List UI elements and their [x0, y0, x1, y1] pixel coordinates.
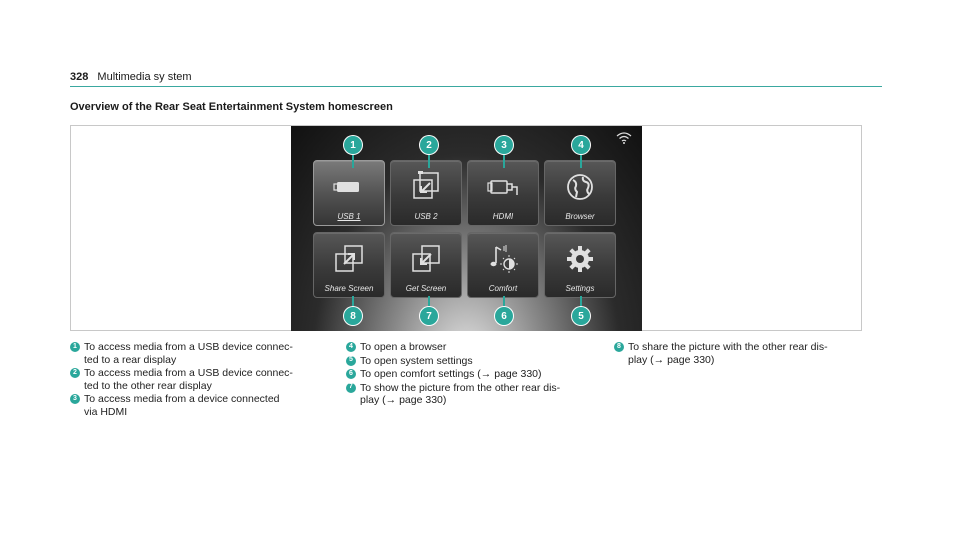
- legend-column-1: [70, 341, 293, 419]
- hdmi-plug-icon: [487, 171, 519, 203]
- legend-text: To access media from a device connected: [84, 393, 280, 405]
- tile-settings[interactable]: [544, 232, 616, 298]
- legend-text: To access media from a USB device connec-: [84, 367, 293, 379]
- page-number: 328: [70, 71, 89, 83]
- legend-number: 1: [70, 342, 80, 352]
- tile-label: USB 1: [337, 212, 361, 221]
- header-rule: [70, 86, 882, 87]
- tile-usb-1[interactable]: [313, 160, 385, 226]
- legend-item: [346, 382, 560, 407]
- section-name: Multimedia sy stem: [97, 71, 192, 83]
- legend-text: play (→ page 330): [628, 353, 715, 366]
- legend-number: 2: [70, 368, 80, 378]
- tile-label: Share Screen: [324, 284, 374, 293]
- tile-label: Comfort: [488, 284, 518, 293]
- share-screen-icon: [333, 243, 365, 275]
- legend-text: To open system settings: [360, 354, 473, 367]
- legend-text: ted to a rear display: [84, 353, 177, 366]
- legend-item: [346, 355, 560, 368]
- callout-8: 8: [344, 307, 362, 325]
- legend-item: [346, 368, 560, 381]
- legend-number: 5: [346, 356, 356, 366]
- legend-column-3: [614, 341, 828, 367]
- legend-item: [70, 367, 293, 392]
- legend-number: 7: [346, 383, 356, 393]
- get-screen-icon: [410, 243, 442, 275]
- usb-drive-icon: [333, 171, 365, 203]
- legend-item: [346, 341, 560, 354]
- callout-line-4: [580, 152, 582, 168]
- legend-text: play (→ page 330): [360, 394, 447, 406]
- callout-5: 5: [572, 307, 590, 325]
- legend-number: 3: [70, 394, 80, 404]
- legend-text: To access media from a USB device connec-: [84, 341, 293, 353]
- callout-line-3: [503, 152, 505, 168]
- legend-text: To open a browser: [360, 341, 447, 353]
- tile-share-screen[interactable]: [313, 232, 385, 298]
- callout-7: 7: [420, 307, 438, 325]
- legend-text: To open comfort settings (→ page 330): [360, 368, 542, 380]
- legend-text: ted to the other rear display: [84, 379, 212, 392]
- wifi-icon: [616, 132, 632, 144]
- callout-3: 3: [495, 136, 513, 154]
- legend-item: [614, 341, 828, 366]
- callout-6: 6: [495, 307, 513, 325]
- tile-browser[interactable]: [544, 160, 616, 226]
- tile-label: Get Screen: [405, 284, 447, 293]
- callout-4: 4: [572, 136, 590, 154]
- tile-usb-2[interactable]: [390, 160, 462, 226]
- rse-homescreen: [291, 126, 642, 331]
- tile-label: Browser: [565, 212, 595, 221]
- legend-text: via HDMI: [84, 405, 128, 418]
- note-brightness-icon: [487, 243, 519, 275]
- callout-line-1: [352, 152, 354, 168]
- legend-number: 8: [614, 342, 624, 352]
- legend-item: [70, 341, 293, 366]
- legend-column-2: [346, 341, 560, 408]
- tile-label: HDMI: [492, 212, 514, 221]
- tile-comfort[interactable]: [467, 232, 539, 298]
- gear-icon: [564, 243, 596, 275]
- usb-get-screen-icon: [410, 171, 442, 203]
- tile-get-screen[interactable]: [390, 232, 462, 298]
- legend-text: To show the picture from the other rear dis-: [360, 381, 561, 394]
- legend-text: To share the picture with the other rear dis-: [628, 341, 828, 353]
- section-title: Overview of the Rear Seat Entertainment System homescreen: [70, 101, 393, 113]
- callout-1: 1: [344, 136, 362, 154]
- tile-hdmi[interactable]: [467, 160, 539, 226]
- tile-label: Settings: [565, 284, 595, 293]
- tile-grid: [313, 160, 618, 298]
- globe-icon: [564, 171, 596, 203]
- page-header: [70, 69, 882, 85]
- legend-number: 4: [346, 342, 356, 352]
- legend-item: [70, 393, 293, 418]
- legend-number: 6: [346, 369, 356, 379]
- callout-line-2: [428, 152, 430, 168]
- callout-2: 2: [420, 136, 438, 154]
- tile-label: USB 2: [414, 212, 438, 221]
